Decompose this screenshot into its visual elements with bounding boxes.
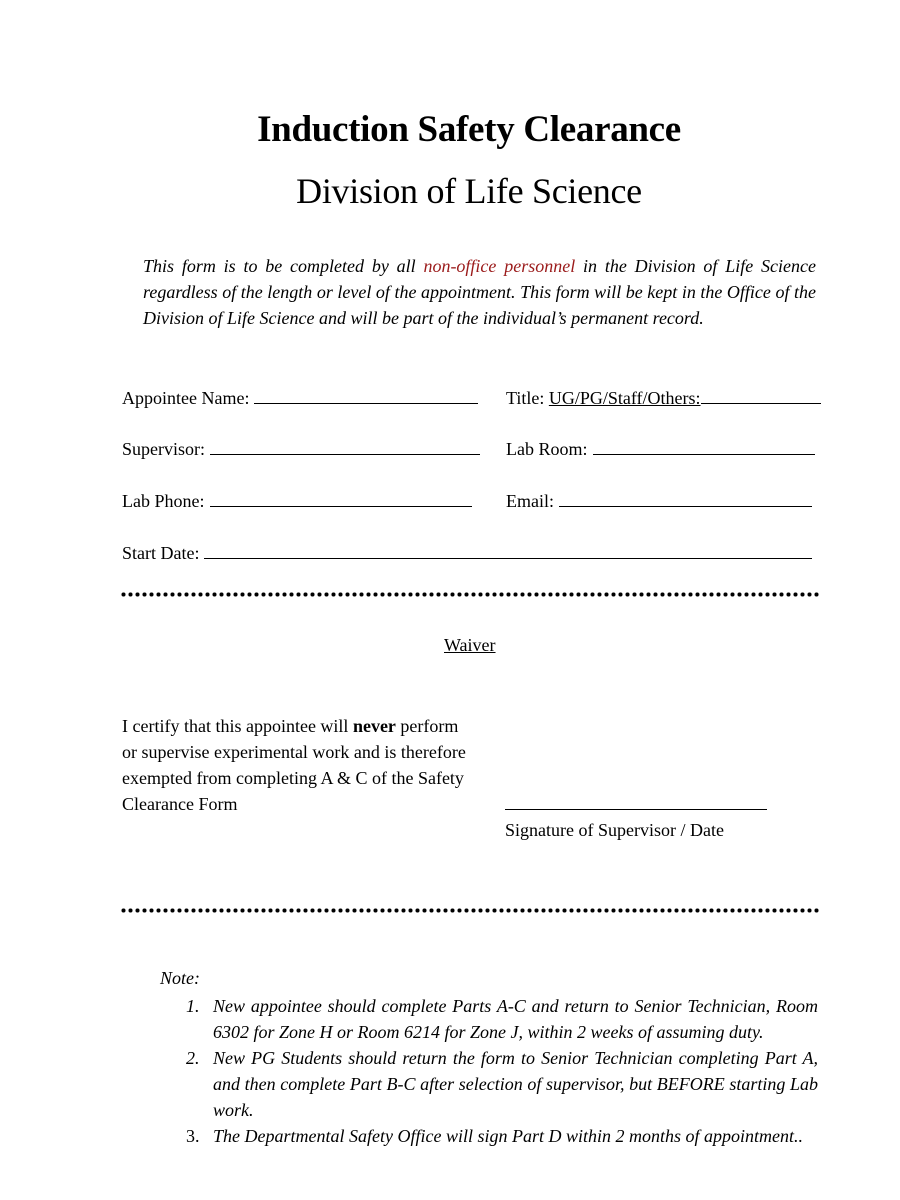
email-label: Email: — [506, 491, 554, 511]
note-number: 3. — [186, 1126, 200, 1146]
dotted-divider-top — [120, 592, 820, 597]
form-title: Induction Safety Clearance — [257, 109, 681, 150]
title-input[interactable] — [701, 385, 821, 404]
supervisor-signature-line[interactable] — [505, 809, 767, 810]
lab-room-input[interactable] — [593, 436, 815, 455]
supervisor-label: Supervisor: — [122, 439, 205, 459]
title-label: Title: — [506, 388, 545, 408]
title-field — [506, 385, 821, 409]
start-date-input[interactable] — [204, 540, 812, 559]
note-text: New PG Students should return the form to Senior Technician completing Part A, and then complete Part B-C after selection of supervisor, but BEFORE starting Lab work. — [213, 1048, 818, 1120]
email-field — [506, 488, 812, 512]
title-options: UG/PG/Staff/Others: — [548, 388, 701, 408]
appointee-name-input[interactable] — [254, 385, 478, 404]
certify-emphasis: never — [352, 716, 396, 736]
supervisor-field — [122, 436, 480, 460]
note-number: 1. — [186, 996, 200, 1016]
note-number: 2. — [186, 1048, 200, 1068]
list-item — [186, 1045, 818, 1123]
list-item — [186, 993, 818, 1045]
note-text: The Departmental Safety Office will sign Part D within 2 months of appointment.. — [213, 1126, 803, 1146]
dotted-divider-bottom — [120, 908, 820, 913]
lab-phone-field — [122, 488, 472, 512]
supervisor-input[interactable] — [210, 436, 480, 455]
lab-room-label: Lab Room: — [506, 439, 588, 459]
start-date-label: Start Date: — [122, 543, 200, 563]
supervisor-signature-label: Signature of Supervisor / Date — [505, 820, 724, 840]
certify-text-1: I certify that this appointee will — [122, 716, 353, 736]
lab-phone-input[interactable] — [210, 488, 472, 507]
start-date-field — [122, 540, 812, 564]
note-text: New appointee should complete Parts A-C and return to Senior Technician, Room 6302 for Zone H or Room 6214 for Zone J, within 2 weeks of assuming duty. — [213, 996, 818, 1042]
waiver-certification-text — [122, 713, 472, 817]
appointee-name-field — [122, 385, 478, 409]
lab-phone-label: Lab Phone: — [122, 491, 205, 511]
intro-paragraph — [143, 253, 816, 331]
notes-list — [186, 993, 818, 1149]
waiver-heading: Waiver — [444, 635, 496, 655]
note-label: Note: — [160, 968, 200, 988]
intro-text-1: This form is to be completed by all — [143, 256, 424, 276]
certify-text-2: perform or supervise experimental work and is therefore exempted from completing A & C of the Safety Clearance Form — [122, 716, 466, 814]
list-item — [186, 1123, 818, 1149]
intro-text-2: in the Division of Life Science regardless of the length or level of the appointment. This form will be kept in the Office of the Division of Life Science and will be part of the individual’s permanent record. — [143, 256, 817, 328]
lab-room-field — [506, 436, 815, 460]
form-subtitle: Division of Life Science — [296, 171, 642, 211]
appointee-name-label: Appointee Name: — [122, 388, 250, 408]
email-input[interactable] — [559, 488, 812, 507]
intro-highlight: non-office personnel — [423, 256, 576, 276]
